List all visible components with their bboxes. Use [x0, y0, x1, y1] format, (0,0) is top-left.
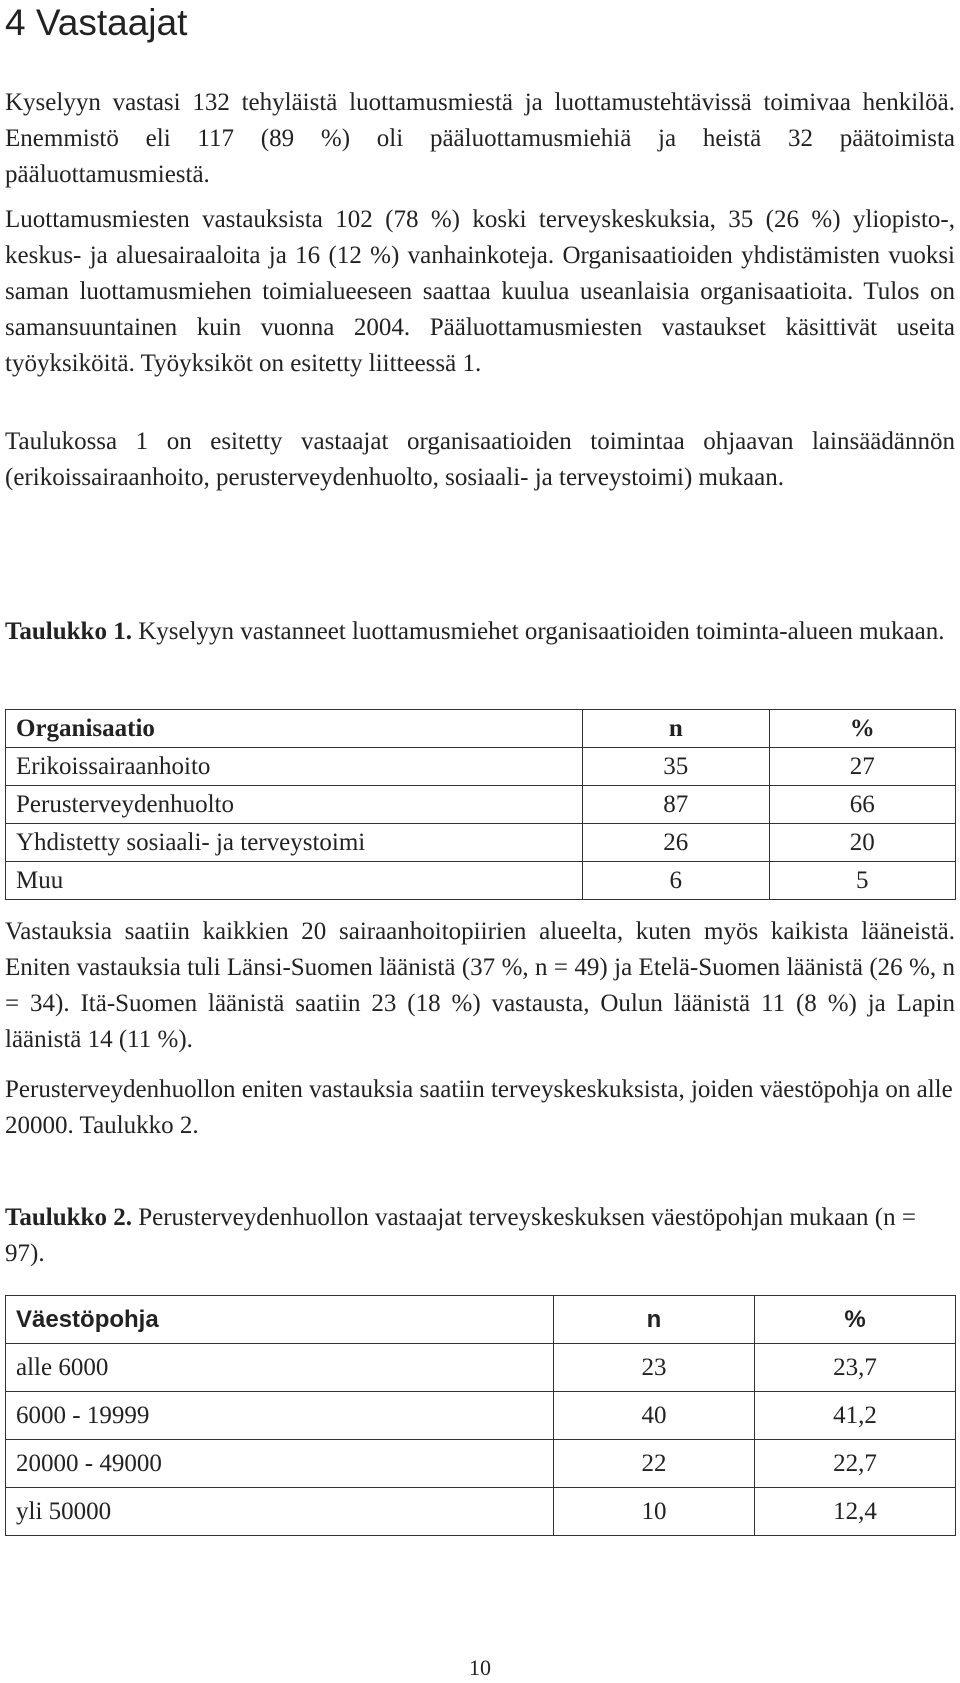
table-cell: Yhdistetty sosiaali- ja terveystoimi — [6, 824, 583, 862]
table-cell: 6000 - 19999 — [6, 1392, 554, 1440]
table-cell: alle 6000 — [6, 1344, 554, 1392]
table-cell: Erikoissairaanhoito — [6, 748, 583, 786]
table-cell: 12,4 — [755, 1488, 956, 1536]
table-row — [6, 1392, 956, 1440]
table-cell: 10 — [554, 1488, 755, 1536]
page-number: 10 — [469, 1655, 491, 1680]
table2-caption-text: Perusterveydenhuollon vastaajat terveyskeskuksen väestöpohjan mukaan (n = 97). — [5, 1204, 916, 1267]
table1-caption-text: Kyselyyn vastanneet luottamusmiehet organisaatioiden toiminta-alueen mukaan. — [131, 618, 945, 645]
table-cell: 6 — [583, 862, 769, 900]
table2-header-n: n — [554, 1296, 755, 1344]
table-cell: 66 — [769, 786, 955, 824]
table2-header-population: Väestöpohja — [6, 1296, 554, 1344]
paragraph-table2-intro: Perusterveydenhuollon eniten vastauksia saatiin terveyskeskuksista, joiden väestöpohja on alle 20000. Taulukko 2. — [5, 1076, 953, 1139]
table-row — [6, 1488, 956, 1536]
table-row — [6, 748, 956, 786]
table-2 — [5, 1295, 956, 1536]
table-cell: Muu — [6, 862, 583, 900]
paragraph-organisations: Luottamusmiesten vastauksista 102 (78 %) koski terveyskeskuksia, 35 (26 %) yliopisto-, keskus- ja aluesairaaloita ja 16 (12 %) vanhainkoteja. Organisaatioiden yhdistämisten vuoksi saman luottamusmiehen toimialueeseen saattaa kuulua useanlaisia organisaatioita. Tulos on samansuuntainen kuin vuonna 2004. Pääluottamusmiesten vastaukset käsittivät useita työyksiköitä. Työyksiköt on esitetty liitteessä 1. — [5, 206, 955, 377]
table-cell: 5 — [769, 862, 955, 900]
table-cell: yli 50000 — [6, 1488, 554, 1536]
table2-caption-label: Taulukko 2. — [5, 1204, 132, 1231]
table-header-row — [6, 1296, 956, 1344]
table1-caption — [5, 614, 955, 650]
table2-caption — [5, 1200, 955, 1272]
table-cell: 22 — [554, 1440, 755, 1488]
table1-header-percent: % — [769, 710, 955, 748]
table2-header-percent: % — [755, 1296, 956, 1344]
table1-header-organisation: Organisaatio — [6, 710, 583, 748]
table-cell: 23 — [554, 1344, 755, 1392]
table-1 — [5, 709, 956, 900]
table-row — [6, 824, 956, 862]
paragraph-respondents: Kyselyyn vastasi 132 tehyläistä luottamusmiestä ja luottamustehtävissä toimivaa henkilöä. Enemmistö eli 117 (89 %) oli pääluottamusmiehiä ja heistä 32 päätoimista pääluottamusmiestä. — [5, 89, 955, 188]
table1-caption-label: Taulukko 1. — [5, 618, 132, 645]
table-cell: 87 — [583, 786, 769, 824]
table-cell: 41,2 — [755, 1392, 956, 1440]
table-cell: 26 — [583, 824, 769, 862]
table-row — [6, 1440, 956, 1488]
table-row — [6, 786, 956, 824]
table-row — [6, 1344, 956, 1392]
table-cell: 20 — [769, 824, 955, 862]
table-cell: 20000 - 49000 — [6, 1440, 554, 1488]
table-cell: 23,7 — [755, 1344, 956, 1392]
table-header-row — [6, 710, 956, 748]
table-cell: 40 — [554, 1392, 755, 1440]
table-row — [6, 862, 956, 900]
section-heading: 4 Vastaajat — [5, 2, 188, 43]
table-cell: 27 — [769, 748, 955, 786]
paragraph-regions: Vastauksia saatiin kaikkien 20 sairaanhoitopiirien alueelta, kuten myös kaikista lääneistä. Eniten vastauksia tuli Länsi-Suomen läänistä (37 %, n = 49) ja Etelä-Suomen läänistä (26 %, n = 34). Itä-Suomen läänistä saatiin 23 (18 %) vastausta, Oulun läänistä 11 (8 %) ja Lapin läänistä 14 (11 %). — [5, 918, 955, 1053]
table-cell: 22,7 — [755, 1440, 956, 1488]
table1-header-n: n — [583, 710, 769, 748]
table-cell: Perusterveydenhuolto — [6, 786, 583, 824]
paragraph-table1-intro: Taulukossa 1 on esitetty vastaajat organisaatioiden toimintaa ohjaavan lainsäädännön (erikoissairaanhoito, perusterveydenhuolto, sosiaali- ja terveystoimi) mukaan. — [5, 428, 955, 491]
table-cell: 35 — [583, 748, 769, 786]
